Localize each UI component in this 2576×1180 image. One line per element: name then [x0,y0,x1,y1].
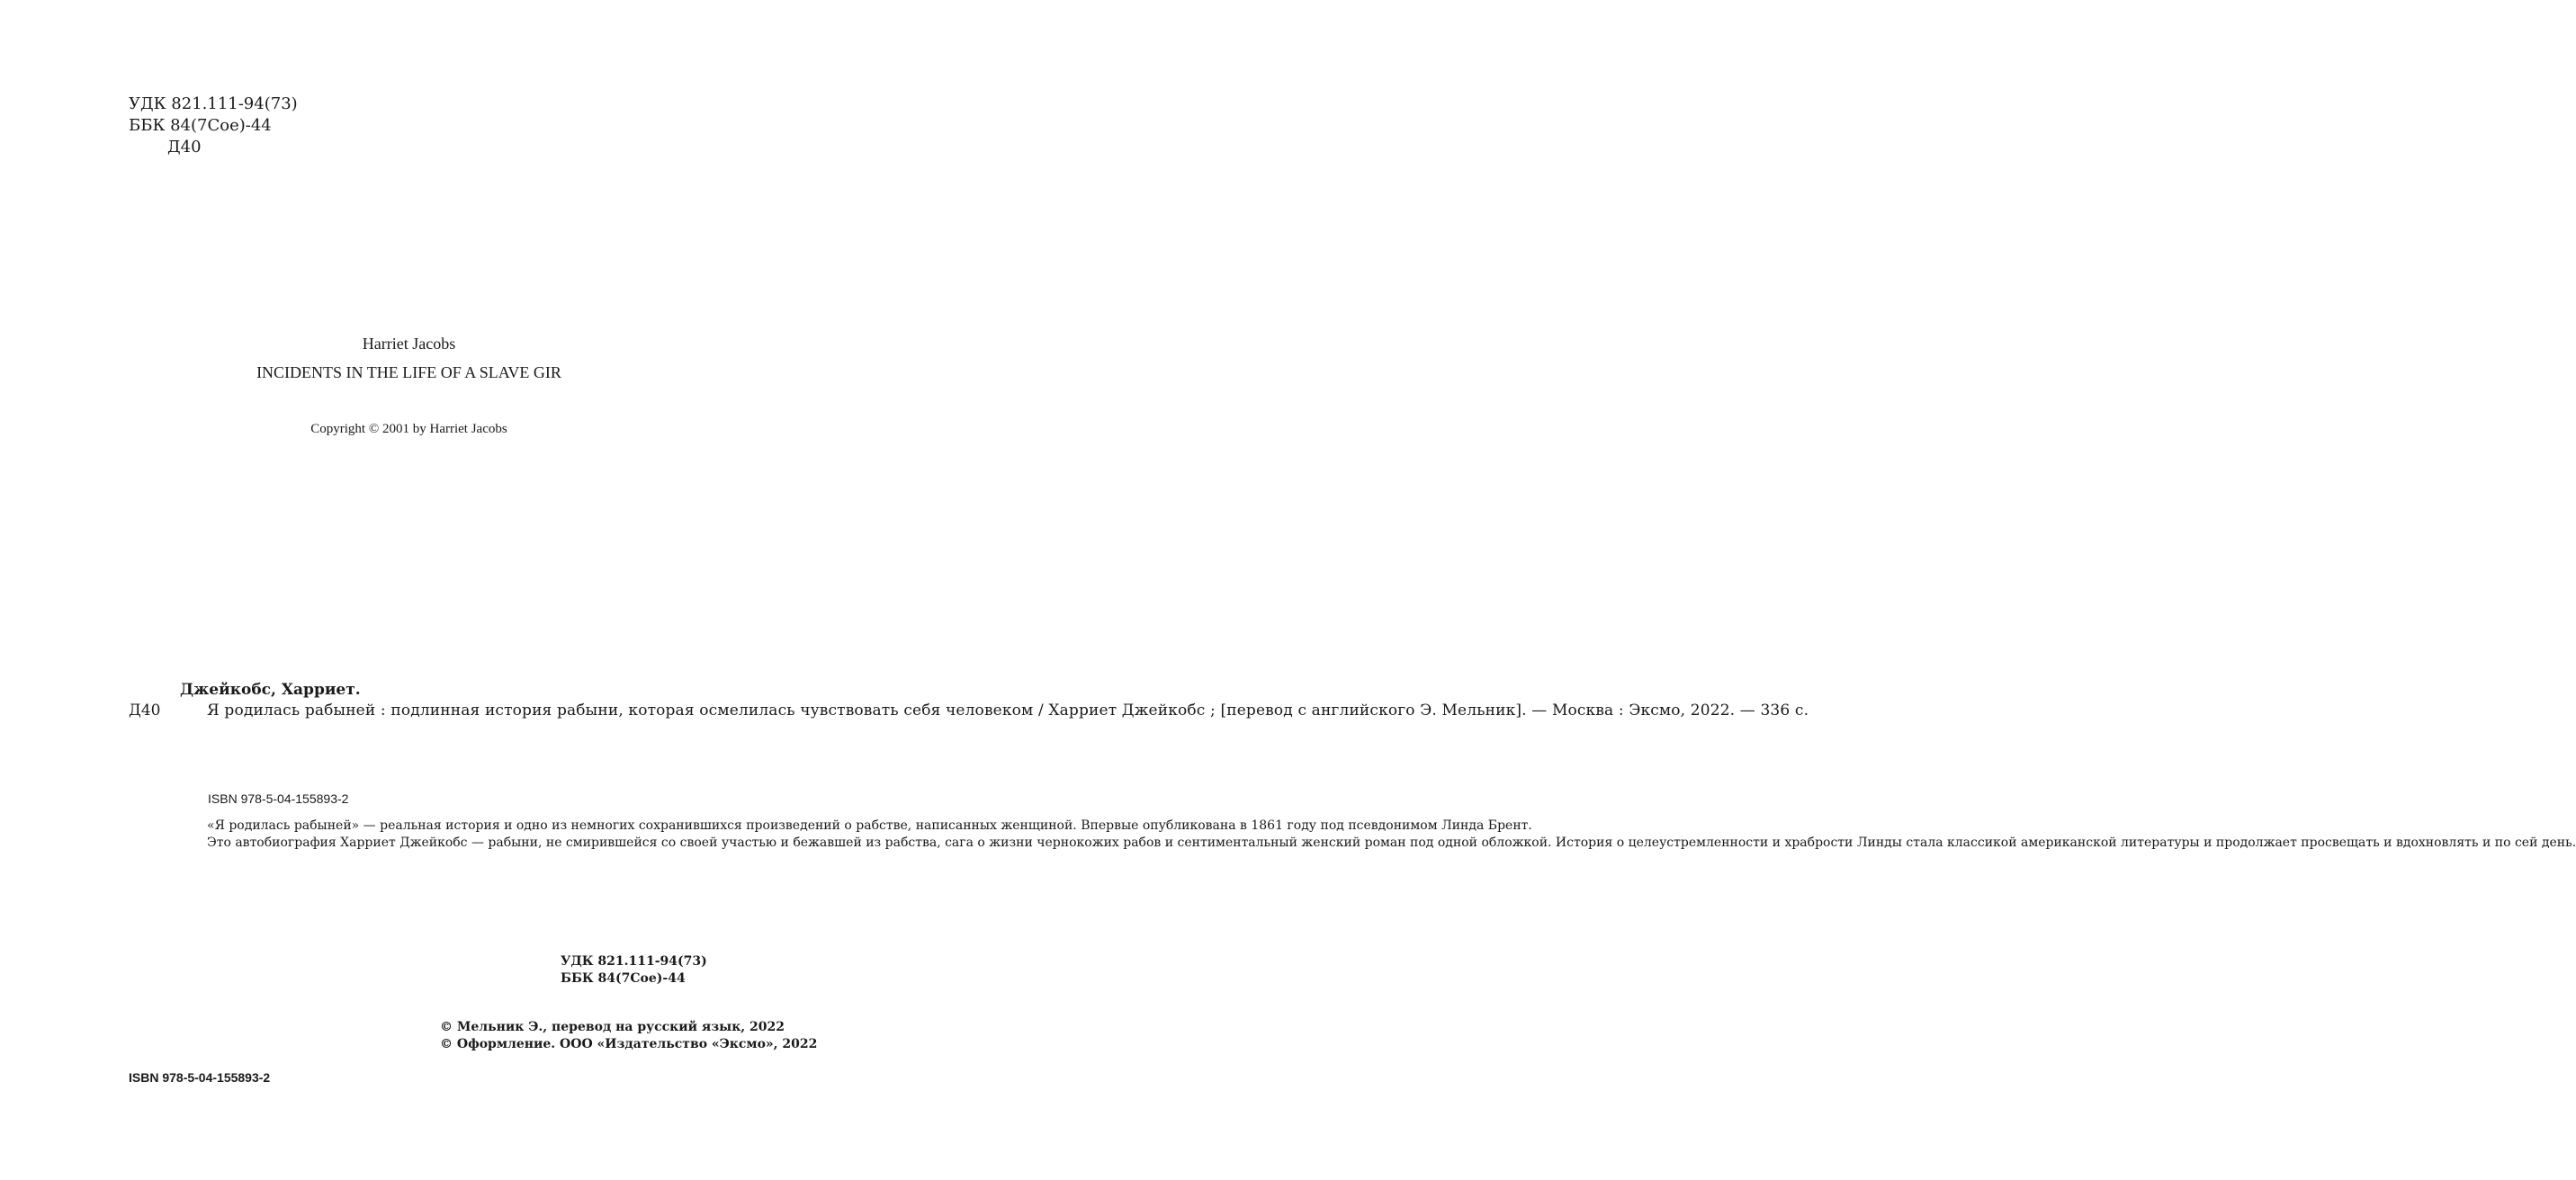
author-mark: Д40 [167,138,202,156]
udk-code: УДК 821.111-94(73) [129,94,298,113]
bib-author: Джейкобс, Харриет. [180,681,361,699]
bbk-code: ББК 84(7Сое)-44 [561,971,686,986]
annotation [180,818,2576,852]
original-author: Harriet Jacobs [362,335,456,353]
bottom-classification-codes [561,953,707,988]
design-copyright: © Оформление. ООО «Издательство «Эксмо», 2022 [440,1037,818,1051]
bib-isbn: ISBN 978-5-04-155893-2 [208,791,349,806]
annotation-paragraph: Это автобиография Харриет Джейкобс — рабыни, не смирившейся со своей участью и бежавшей из рабства, сага о жизни чернокожих рабов и сентиментальный женский роман под одной обложкой. История о целеустремленности и храбрости Линды стала классикой американской литературы и продолжает просвещать и вдохновлять и по сей день. [207,836,2576,850]
bbk-code: ББК 84(7Сое)-44 [129,116,272,135]
udk-code: УДК 821.111-94(73) [561,954,707,969]
copyright-notices [440,1019,818,1053]
isbn-bottom: ISBN 978-5-04-155893-2 [129,1070,271,1085]
annotation-paragraph: «Я родилась рабыней» — реальная история и одно из немногих сохранившихся произведений о рабстве, написанных женщиной. Впервые опубликована в 1861 году под псевдонимом Линда Брент. [207,818,1532,833]
original-copyright: Copyright © 2001 by Harriet Jacobs [310,422,507,436]
top-classification-codes [129,94,298,158]
bib-author-mark: Д40 [129,702,161,720]
bib-description: Я родилась рабыней : подлинная история рабыни, которая осмелилась чувствовать себя человеком / Харриет Джейкобс ; [перевод с английского Э. Мельник]. — Москва : Эксмо, 2022. — 336 с. [207,702,1809,720]
original-title: INCIDENTS IN THE LIFE OF A SLAVE GIR [256,363,561,381]
translation-copyright: © Мельник Э., перевод на русский язык, 2022 [440,1020,785,1034]
bibliographic-record [180,680,1809,721]
